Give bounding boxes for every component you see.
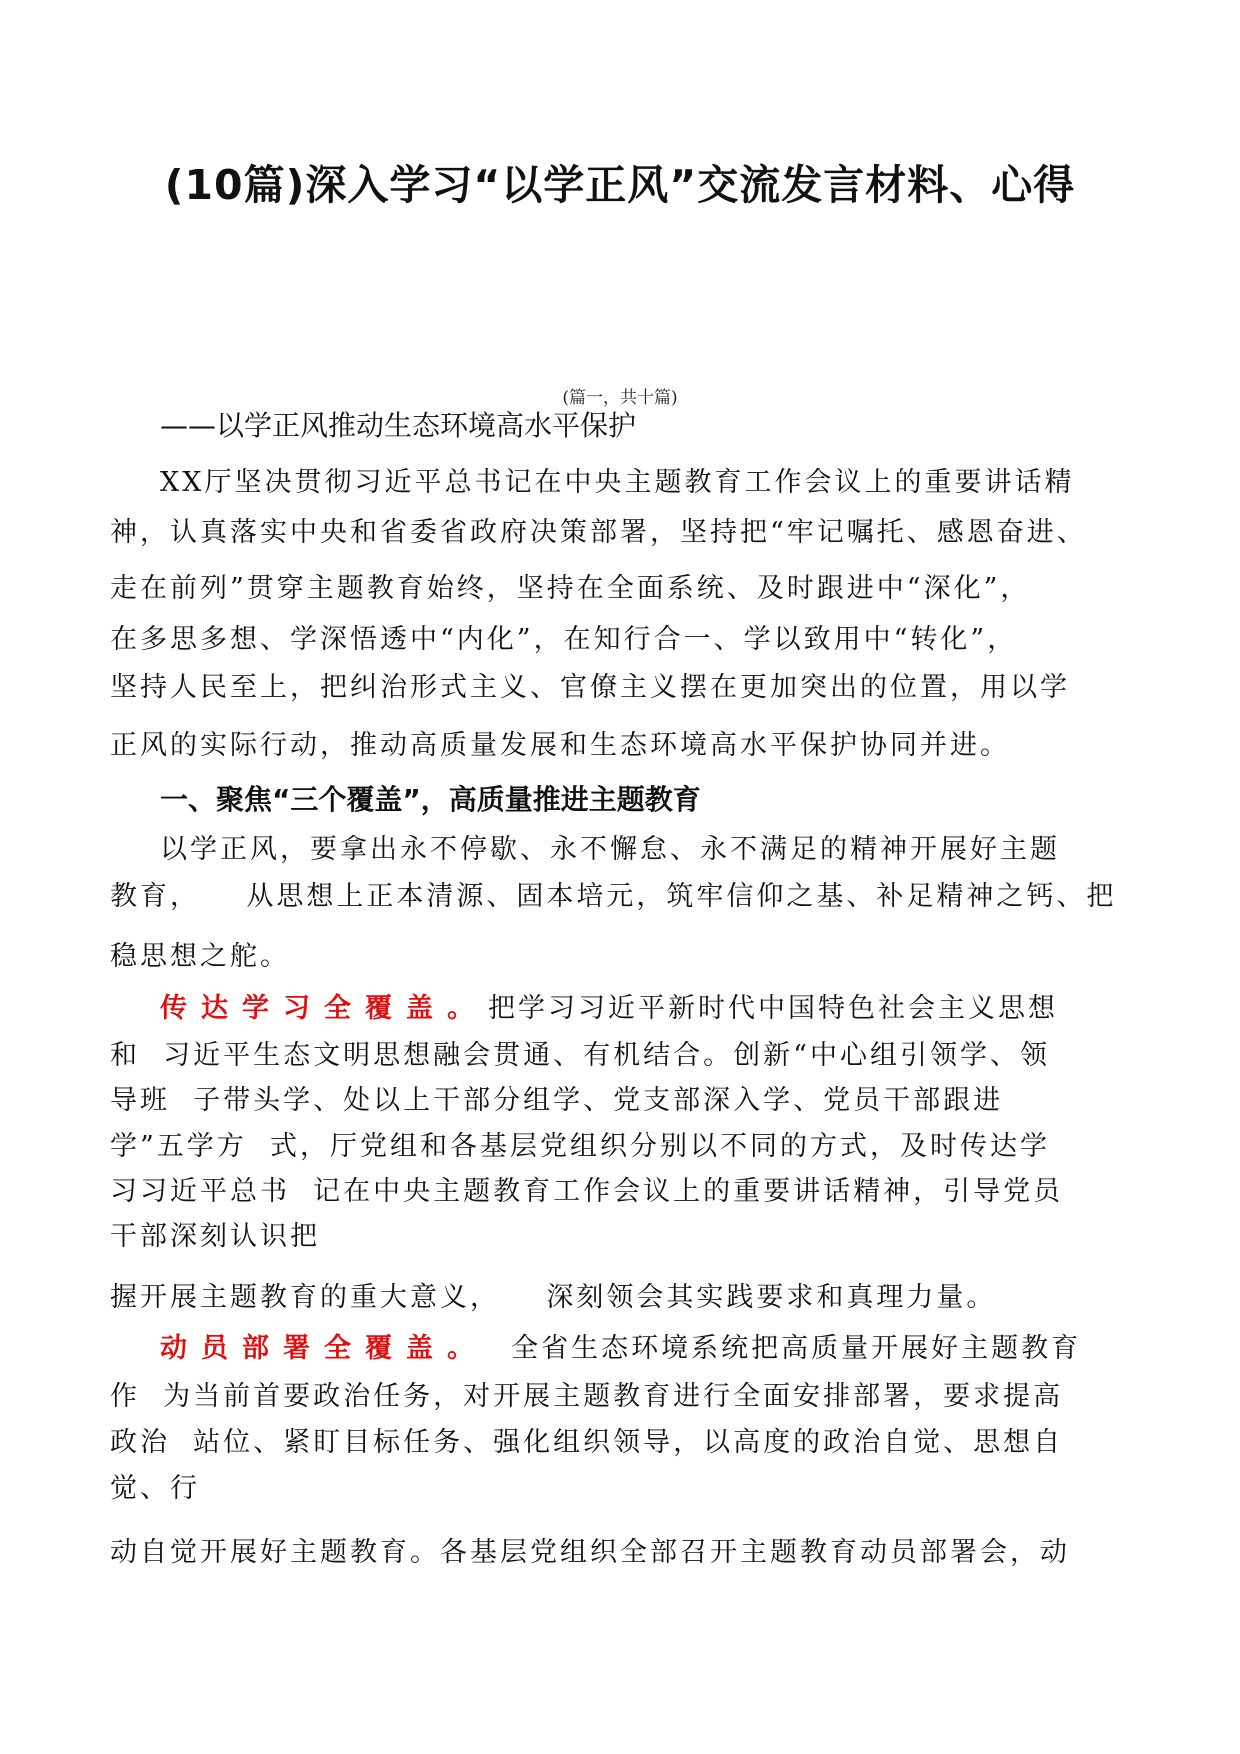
paragraph-line: 导班 子带头学、处以上干部分组学、党支部深入学、党员干部跟进 xyxy=(110,1085,1004,1116)
paragraph-text: 全省生态环境系统把高质量开展好主题教育 xyxy=(488,1333,1082,1364)
paragraph-line: 和 习近平生态文明思想融会贯通、有机结合。创新“中心组引领学、领 xyxy=(110,1040,1050,1071)
paragraph-line: 在多思多想、学深悟透中“内化”，在知行合一、学以致用中“转化”， xyxy=(110,624,1018,655)
highlight-heading: 动员部署全覆盖。 xyxy=(160,1333,488,1364)
paragraph-line: 以学正风，要拿出永不停歇、永不懈怠、永不满足的精神开展好主题 xyxy=(160,834,1060,865)
document-title: (10篇)深入学习“以学正风”交流发言材料、心得 xyxy=(164,161,1076,209)
paragraph-line: 神，认真落实中央和省委省政府决策部署，坚持把“牢记嘱托、感恩奋进、 xyxy=(110,517,1087,548)
paragraph-line: 坚持人民至上，把纠治形式主义、官僚主义摆在更加突出的位置，用以学 xyxy=(110,672,1070,703)
paragraph-line: 觉、行 xyxy=(110,1473,200,1504)
paragraph-line: XX厅坚决贯彻习近平总书记在中央主题教育工作会议上的重要讲话精 xyxy=(160,467,1075,498)
paragraph-line xyxy=(160,986,1058,1025)
paragraph-line: 作 为当前首要政治任务，对开展主题教育进行全面安排部署，要求提高 xyxy=(110,1381,1064,1412)
article-subheading: ——以学正风推动生态环境高水平保护 xyxy=(160,409,637,442)
paragraph-line: 干部深刻认识把 xyxy=(110,1221,320,1252)
paragraph-line: 握开展主题教育的重大意义， 深刻领会其实践要求和真理力量。 xyxy=(110,1282,997,1313)
highlight-heading: 传达学习全覆盖。 xyxy=(160,993,488,1024)
paragraph-text: 把学习习近平新时代中国特色社会主义思想 xyxy=(488,993,1058,1024)
paragraph-line: 稳思想之舵。 xyxy=(110,941,290,972)
section-heading: 一、聚焦“三个覆盖”，高质量推进主题教育 xyxy=(160,783,701,816)
document-subtitle: (篇一，共十篇) xyxy=(562,388,678,408)
paragraph-line: 正风的实际行动，推动高质量发展和生态环境高水平保护协同并进。 xyxy=(110,730,1010,761)
paragraph-line: 教育， 从思想上正本清源、固本培元，筑牢信仰之基、补足精神之钙、把 xyxy=(110,881,1117,912)
paragraph-line xyxy=(160,1326,1081,1365)
paragraph-line: 习习近平总书 记在中央主题教育工作会议上的重要讲话精神，引导党员 xyxy=(110,1176,1064,1207)
paragraph-line: 走在前列”贯穿主题教育始终，坚持在全面系统、及时跟进中“深化”， xyxy=(110,573,1031,604)
paragraph-line: 学”五学方 式，厅党组和各基层党组织分别以不同的方式，及时传达学 xyxy=(110,1131,1050,1162)
paragraph-line: 政治 站位、紧盯目标任务、强化组织领导，以高度的政治自觉、思想自 xyxy=(110,1427,1064,1458)
paragraph-line: 动自觉开展好主题教育。各基层党组织全部召开主题教育动员部署会，动 xyxy=(110,1537,1070,1568)
